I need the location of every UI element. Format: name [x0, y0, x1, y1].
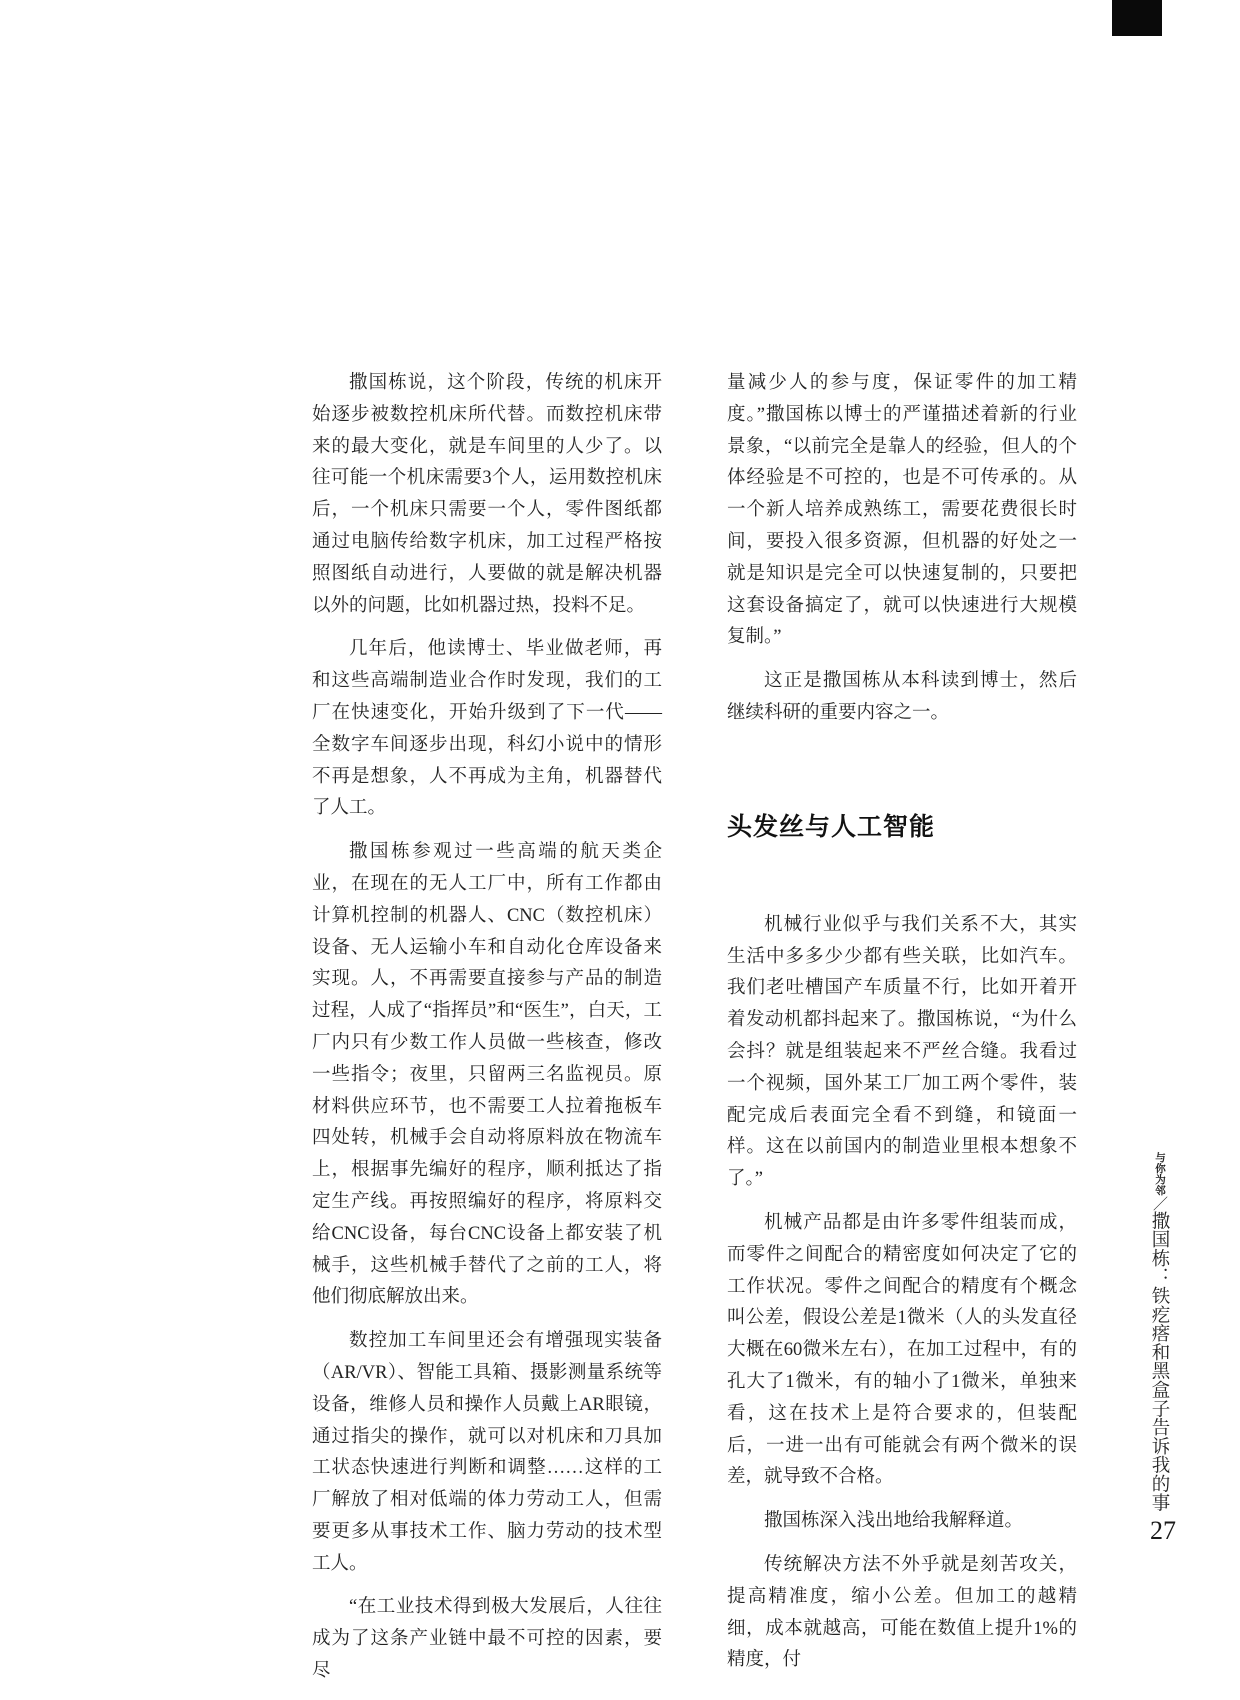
paragraph: 机械行业似乎与我们关系不大，其实生活中多多少少都有些关联，比如汽车。我们老吐槽国产车质量不行，比如开着开着发动机都抖起来了。撒国栋说，“为什么会抖？就是组装起来不严丝合缝。我看过一个视频，国外某工厂加工两个零件，装配完成后表面完全看不到缝，和镜面一样。这在以前国内的制造业里根本想象不了。”: [727, 914, 1077, 1190]
column-label: 与你为邻: [1154, 1152, 1165, 1196]
paragraph: 几年后，他读博士、毕业做老师，再和这些高端制造业合作时发现，我们的工厂在快速变化，开始升级到了下一代——全数字车间逐步出现，科幻小说中的情形不再是想象，人不再成为主角，机器替代了人工。: [312, 639, 662, 819]
paragraph: 这正是撒国栋从本科读到博士，然后继续科研的重要内容之一。: [727, 671, 1077, 723]
paragraph: 数控加工车间里还会有增强现实装备（AR/VR）、智能工具箱、摄影测量系统等设备，维修人员和操作人员戴上AR眼镜，通过指尖的操作，就可以对机床和刀具加工状态快速进行判断和调整……这样的工厂解放了相对低端的体力劳动工人，但需要更多从事技术工作、脑力劳动的技术型工人。: [312, 1331, 662, 1574]
corner-tab-marker: [1112, 0, 1162, 36]
paragraph: 量减少人的参与度，保证零件的加工精度。”撒国栋以博士的严谨描述着新的行业景象，“以前完全是靠人的经验，但人的个体经验是不可控的，也是不可传承的。从一个新人培养成熟练工，需要花费很长时间，要投入很多资源，但机器的好处之一就是知识是完全可以快速复制的，只要把这套设备搞定了，就可以快速进行大规模复制。”: [727, 373, 1077, 648]
paragraph: 撒国栋深入浅出地给我解释道。: [764, 1511, 1024, 1532]
slash-separator: ／: [1151, 1196, 1167, 1211]
page-number: 27: [1150, 1516, 1176, 1545]
section-heading: 头发丝与人工智能: [727, 813, 936, 841]
article-title: 撒国栋：铁疙瘩和黑盒子告诉我的事: [1149, 1211, 1169, 1512]
paragraph: “在工业技术得到极大发展后，人往往成为了这条产业链中最不可控的因素，要尽: [312, 1597, 662, 1682]
paragraph: 传统解决方法不外乎就是刻苦攻关，提高精准度，缩小公差。但加工的越精细，成本就越高，可能在数值上提升1%的精度，付: [727, 1554, 1077, 1671]
vertical-running-title: [1146, 1152, 1172, 1512]
left-text-column: [312, 368, 662, 1700]
right-text-column: [727, 368, 1077, 1689]
paragraph: 撒国栋参观过一些高端的航天类企业，在现在的无人工厂中，所有工作都由计算机控制的机器人、CNC（数控机床）设备、无人运输小车和自动化仓库设备来实现。人，不再需要直接参与产品的制造过程，人成了“指挥员”和“医生”，白天，工厂内只有少数工作人员做一些核查，修改一些指令；夜里，只留两三名监视员。原材料供应环节，也不需要工人拉着拖板车四处转，机械手会自动将原料放在物流车上，根据事先编好的程序，顺利抵达了指定生产线。再按照编好的程序，将原料交给CNC设备，每台CNC设备上都安装了机械手，这些机械手替代了之前的工人，将他们彻底解放出来。: [312, 842, 662, 1308]
paragraph: 机械产品都是由许多零件组装而成，而零件之间配合的精密度如何决定了它的工作状况。零件之间配合的精度有个概念叫公差，假设公差是1微米（人的头发直径大概在60微米左右），在加工过程中，有的孔大了1微米，有的轴小了1微米，单独来看，这在技术上是符合要求的，但装配后，一进一出有可能就会有两个微米的误差，就导致不合格。: [727, 1212, 1077, 1488]
paragraph: 撒国栋说，这个阶段，传统的机床开始逐步被数控机床所代替。而数控机床带来的最大变化，就是车间里的人少了。以往可能一个机床需要3个人，运用数控机床后，一个机床只需要一个人，零件图纸都通过电脑传给数字机床，加工过程严格按照图纸自动进行，人要做的就是解决机器以外的问题，比如机器过热，投料不足。: [312, 373, 662, 616]
